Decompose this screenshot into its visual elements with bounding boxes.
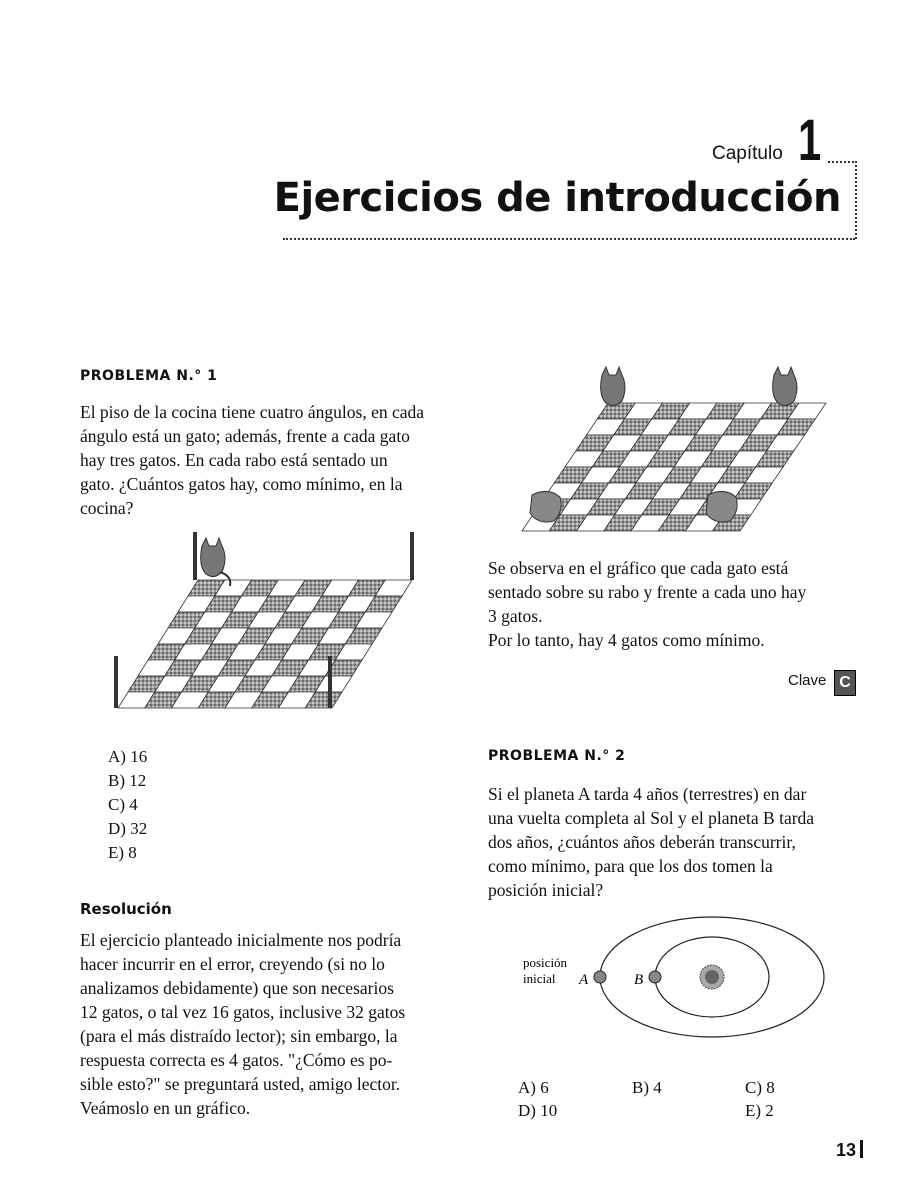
text-line: posición inicial?	[488, 880, 604, 900]
answer-key-value: C	[834, 670, 856, 696]
option-c[interactable]: C) 8	[745, 1078, 775, 1097]
planet-b-label: B	[634, 972, 644, 988]
solution-floor-figure	[518, 365, 830, 537]
option-b[interactable]: B) 12	[108, 771, 147, 790]
text-line: analizamos debidamente) que son necesarios	[80, 978, 394, 998]
text-line: cocina?	[80, 498, 134, 518]
page-number	[836, 1140, 863, 1161]
cat-icon	[601, 367, 625, 406]
option-e[interactable]: E) 2	[745, 1101, 774, 1120]
option-e[interactable]: E) 8	[108, 843, 137, 862]
text-line: Veámoslo en un gráfico.	[80, 1098, 251, 1118]
problem-2-text	[488, 782, 858, 902]
option-b[interactable]: B) 4	[632, 1078, 662, 1097]
header-divider	[828, 161, 854, 163]
resolution-text	[80, 928, 450, 1120]
planet-b-icon	[649, 971, 661, 983]
text-line: ángulo está un gato; además, frente a cada gato	[80, 426, 410, 446]
chapter-title: Ejercicios de introducción	[273, 175, 841, 221]
text-line: 12 gatos, o tal vez 16 gatos, inclusive 32 gatos	[80, 1002, 406, 1022]
initial-position-label: inicial	[523, 971, 556, 986]
problem-1-text	[80, 400, 450, 520]
orbit-figure	[515, 915, 830, 1045]
sun-icon	[700, 965, 724, 989]
answer-key-label: Clave	[788, 672, 827, 689]
problem-1-options	[108, 745, 147, 865]
solution-explanation	[488, 556, 858, 652]
option-a[interactable]: A) 6	[518, 1078, 549, 1097]
chapter-label: Capítulo	[712, 143, 783, 164]
text-line: El piso de la cocina tiene cuatro ángulos, en cada	[80, 402, 425, 422]
cat-icon	[201, 538, 231, 586]
initial-position-label: posición	[523, 955, 568, 970]
text-line: Se observa en el gráfico que cada gato está	[488, 558, 789, 578]
page-number-text: 13	[836, 1140, 857, 1160]
text-line: El ejercicio planteado inicialmente nos podría	[80, 930, 402, 950]
cat-icon	[530, 491, 561, 522]
text-line: hacer incurrir en el error, creyendo (si no lo	[80, 954, 385, 974]
option-a[interactable]: A) 16	[108, 747, 148, 766]
text-line: hay tres gatos. En cada rabo está sentado un	[80, 450, 388, 470]
text-line: Por lo tanto, hay 4 gatos como mínimo.	[488, 630, 765, 650]
text-line: sible esto?" se preguntará usted, amigo lector.	[80, 1074, 401, 1094]
resolution-heading: Resolución	[80, 900, 172, 918]
cat-icon	[706, 491, 737, 522]
option-d[interactable]: D) 10	[518, 1101, 558, 1120]
text-line: Si el planeta A tarda 4 años (terrestres) en dar	[488, 784, 807, 804]
header-divider	[855, 161, 857, 239]
problem-1-heading: PROBLEMA N.° 1	[80, 368, 218, 384]
option-d[interactable]: D) 32	[108, 819, 148, 838]
header-divider	[283, 238, 855, 240]
text-line: gato. ¿Cuántos gatos hay, como mínimo, en la	[80, 474, 403, 494]
text-line: dos años, ¿cuántos años deberán transcurrir,	[488, 832, 796, 852]
problem-2-heading: PROBLEMA N.° 2	[488, 748, 626, 764]
text-line: como mínimo, para que los dos tomen la	[488, 856, 773, 876]
option-c[interactable]: C) 4	[108, 795, 138, 814]
text-line: sentado sobre su rabo y frente a cada uno hay	[488, 582, 807, 602]
text-line: respuesta correcta es 4 gatos. "¿Cómo es po-	[80, 1050, 393, 1070]
chapter-number: 1	[798, 108, 822, 173]
kitchen-floor-figure	[110, 528, 425, 713]
planet-a-icon	[594, 971, 606, 983]
text-line: (para el más distraído lector); sin embargo, la	[80, 1026, 398, 1046]
planet-a-label: A	[579, 972, 589, 988]
text-line: 3 gatos.	[488, 606, 543, 626]
text-line: una vuelta completa al Sol y el planeta B tarda	[488, 808, 815, 828]
cat-icon	[773, 367, 797, 406]
